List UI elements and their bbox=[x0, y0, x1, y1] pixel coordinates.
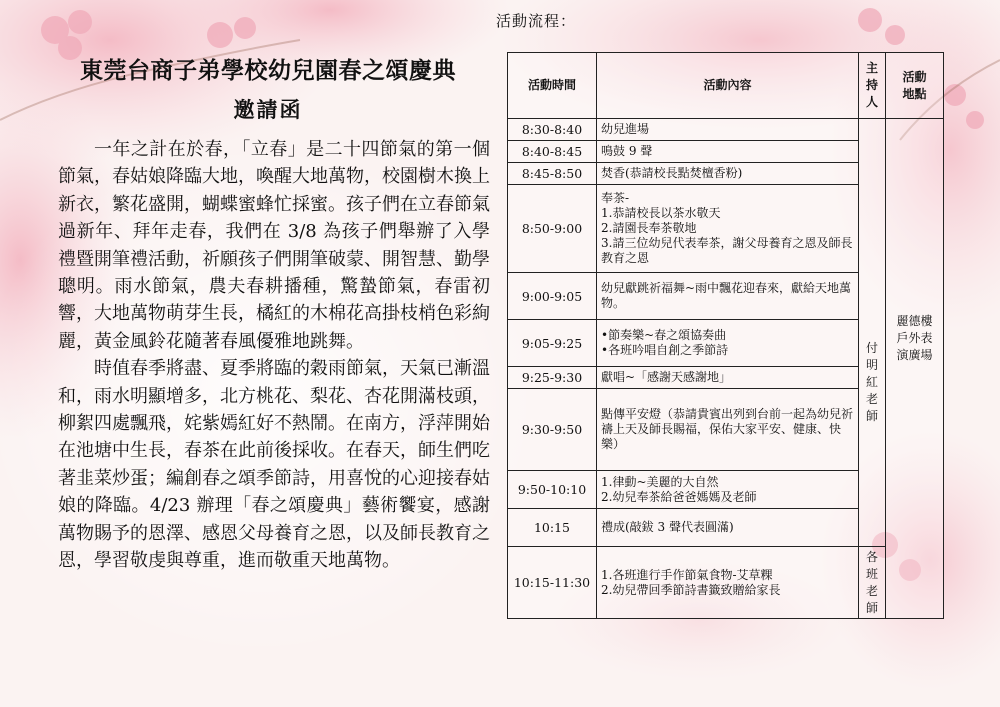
schedule-content bbox=[597, 389, 859, 471]
schedule-content-line: •節奏樂~春之頌協奏曲 bbox=[601, 328, 727, 342]
header-time: 活動時間 bbox=[508, 53, 597, 119]
schedule-content-line: 2.幼兒奉茶給爸爸媽媽及老師 bbox=[601, 489, 757, 504]
schedule-content-line: 獻唱~「感謝天感謝地」 bbox=[601, 370, 732, 384]
schedule-row bbox=[508, 119, 944, 141]
schedule-content-line: 奉茶- bbox=[601, 191, 630, 205]
schedule-content-line: 2.請園長奉茶敬地 bbox=[601, 221, 697, 235]
host-name-last: 各班老師 bbox=[865, 549, 878, 615]
header-host: 主持人 bbox=[859, 53, 886, 119]
schedule-content-line: 幼兒進場 bbox=[601, 122, 650, 136]
schedule-row bbox=[508, 547, 944, 619]
schedule-content bbox=[597, 163, 859, 185]
schedule-time: 9:05-9:25 bbox=[508, 320, 597, 367]
host-cell bbox=[859, 119, 886, 547]
location-name: 麗德樓戶外表演廣場 bbox=[896, 314, 933, 362]
schedule-time: 10:15 bbox=[508, 509, 597, 547]
location-cell bbox=[886, 119, 944, 619]
schedule-content-line: 1.各班進行手作節氣食物-艾草粿 bbox=[601, 567, 773, 582]
schedule-time: 10:15-11:30 bbox=[508, 547, 597, 619]
body-paragraph: 一年之計在於春，「立春」是二十四節氣的第一個節氣，春姑娘降臨大地，喚醒大地萬物，校園樹木換上新衣，繁花盛開，蝴蝶蜜蜂忙採蜜。孩子們在立春節氣過新年、拜年走春，我們在 3/8 為孩子們舉辦了入學禮暨開筆禮活動，祈願孩子們開筆破蒙、開智慧、勤學聰明。雨水節氣，農夫春耕播種，驚蟄節氣，春雷初響，大地萬物萌芽生長，橘紅的木棉花高掛枝梢色彩絢麗，黃金風鈴花隨著春風優雅地跳舞。 bbox=[58, 139, 490, 352]
schedule-content-line: •各班吟唱自創之季節詩 bbox=[601, 343, 729, 357]
schedule-time: 8:30-8:40 bbox=[508, 119, 597, 141]
schedule-label: 活動流程： bbox=[496, 12, 577, 30]
host-cell-last bbox=[859, 547, 886, 619]
schedule-content bbox=[597, 547, 859, 619]
header-location: 活動地點 bbox=[886, 53, 944, 119]
schedule-content bbox=[597, 509, 859, 547]
invitation-title: 東莞台商子弟學校幼兒園春之頌慶典 bbox=[80, 57, 456, 84]
schedule-table bbox=[507, 52, 944, 619]
schedule-content-line: 1.律動~美麗的大自然 bbox=[601, 474, 719, 489]
invitation-subtitle: 邀請函 bbox=[233, 97, 303, 122]
schedule-content bbox=[597, 367, 859, 389]
body-paragraph: 時值春季將盡、夏季將臨的穀雨節氣，天氣已漸溫和，雨水明顯增多，北方桃花、梨花、杏花開滿枝頭，柳絮四處飄飛，姹紫嫣紅好不熱鬧。在南方，浮萍開始在池塘中生長，春茶在此前後採收。在春天，師生們吃著韭菜炒蛋；編創春之頌季節詩，用喜悅的心迎接春姑娘的降臨。4/23 辦理「春之頌慶典」藝術饗宴，感謝萬物賜予的恩澤、感恩父母養育之恩，以及師長教育之恩，學習敬虔與尊重，進而敬重天地萬物。 bbox=[58, 358, 490, 572]
schedule-time: 8:45-8:50 bbox=[508, 163, 597, 185]
schedule-time: 8:40-8:45 bbox=[508, 141, 597, 163]
host-name: 付明紅老師 bbox=[865, 341, 878, 423]
schedule-time: 8:50-9:00 bbox=[508, 185, 597, 273]
schedule-time: 9:30-9:50 bbox=[508, 389, 597, 471]
schedule-content bbox=[597, 471, 859, 509]
schedule-content bbox=[597, 273, 859, 320]
schedule-content bbox=[597, 119, 859, 141]
schedule-content-line: 2.幼兒帶回季節詩書籤致贈給家長 bbox=[601, 582, 781, 597]
schedule-content bbox=[597, 141, 859, 163]
schedule-content bbox=[597, 185, 859, 273]
invitation-body bbox=[58, 136, 490, 575]
schedule-time: 9:25-9:30 bbox=[508, 367, 597, 389]
schedule-time: 9:50-10:10 bbox=[508, 471, 597, 509]
schedule-content-line: 幼兒獻跳祈福舞~雨中飄花迎春來，獻給天地萬物。 bbox=[601, 281, 852, 310]
schedule-content-line: 鳴鼓 9 聲 bbox=[601, 144, 653, 158]
schedule-content bbox=[597, 320, 859, 367]
schedule-content-line: 禮成(敲鈸 3 聲代表圓滿) bbox=[601, 520, 734, 534]
header-content: 活動內容 bbox=[597, 53, 859, 119]
schedule-content-line: 3.請三位幼兒代表奉茶，謝父母養育之恩及師長教育之恩 bbox=[601, 236, 853, 265]
schedule-content-line: 焚香(恭請校長點焚檀香粉) bbox=[601, 166, 743, 180]
schedule-content-line: 1.恭請校長以茶水敬天 bbox=[601, 206, 721, 220]
schedule-time: 9:00-9:05 bbox=[508, 273, 597, 320]
schedule-content-line: 點傳平安燈（恭請貴賓出列到台前一起為幼兒祈禱上天及師長賜福，保佑大家平安、健康、快樂） bbox=[601, 407, 854, 451]
